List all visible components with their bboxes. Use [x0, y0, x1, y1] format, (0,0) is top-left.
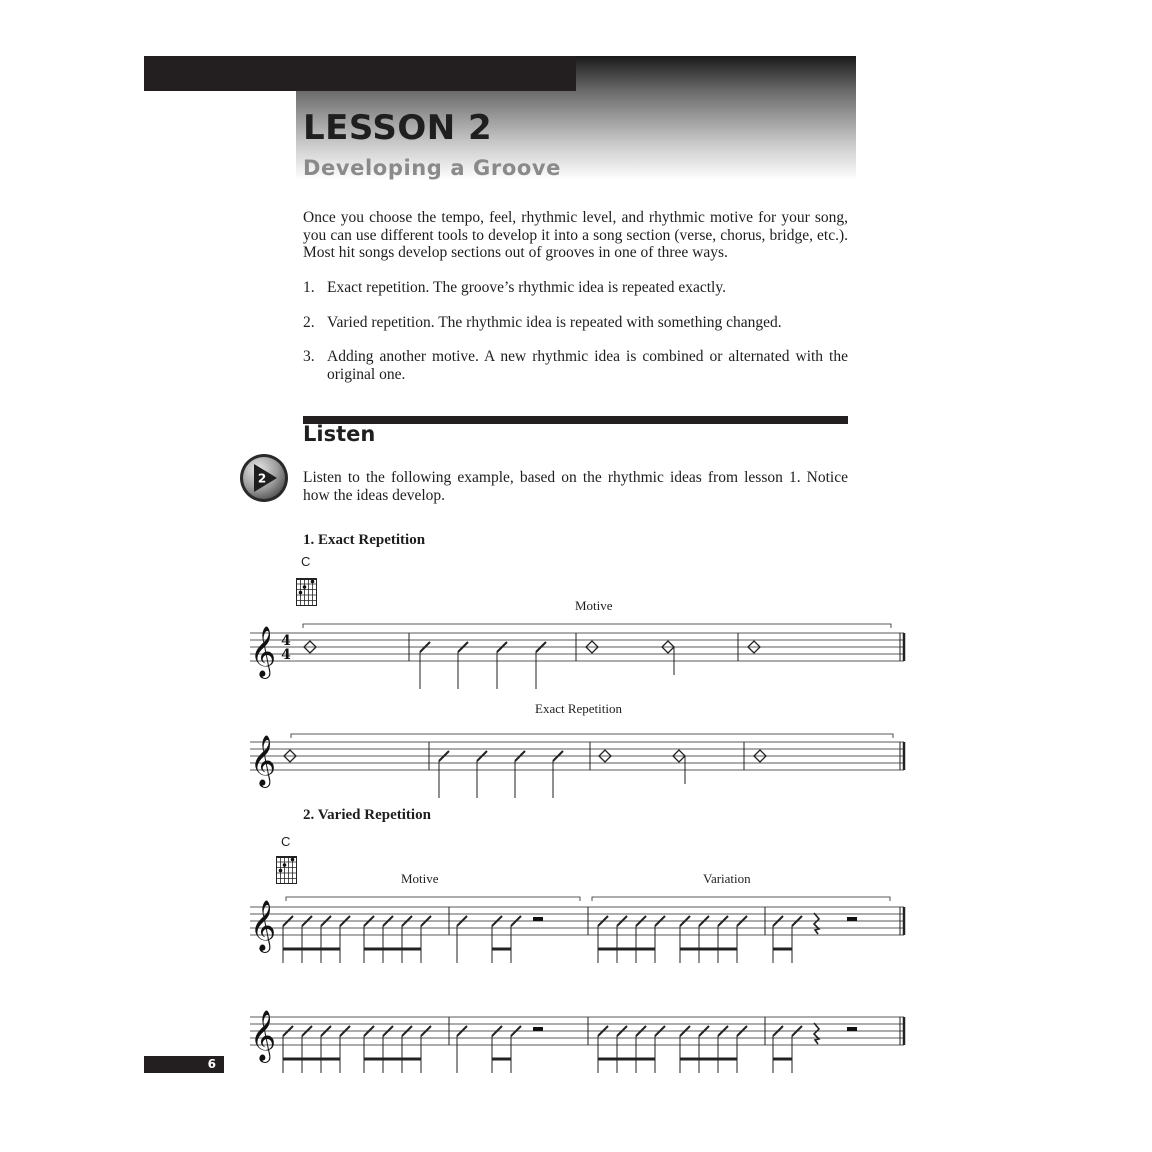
- intro-paragraph: Once you choose the tempo, feel, rhythmic level, and rhythmic motive for your song, you can use different tools to develop it into a song section (verse, chorus, bridge, etc.). Most hit songs develop sections out of grooves in one of three ways.: [303, 209, 848, 261]
- bracket: [303, 624, 891, 628]
- example-heading: 1. Exact Repetition: [303, 532, 426, 548]
- bracket: [592, 897, 890, 901]
- list-text: Varied repetition. The rhythmic idea is repeated with something changed.: [327, 314, 782, 331]
- treble-clef: 𝄞: [250, 900, 277, 951]
- lesson-subtitle: Developing a Groove: [303, 156, 562, 180]
- list-text: Exact repetition. The groove’s rhythmic idea is repeated exactly.: [327, 279, 726, 296]
- treble-clef: 𝄞: [250, 735, 277, 786]
- half-rest: [533, 917, 543, 921]
- list-number: 3.: [303, 348, 315, 365]
- list-number: 2.: [303, 314, 315, 331]
- time-signature-bottom: 4: [281, 647, 291, 663]
- bracket: [286, 897, 580, 901]
- exact-repetition-label: Exact Repetition: [535, 701, 623, 716]
- track-number: 2: [257, 471, 267, 486]
- listen-heading: Listen: [303, 422, 376, 446]
- treble-clef: 𝄞: [250, 626, 277, 677]
- list-text: Adding another motive. A new rhythmic idea is combined or alternated with the original one.: [327, 348, 848, 383]
- half-rest: [847, 917, 857, 921]
- motive-label: Motive: [575, 598, 613, 613]
- chord-name: C: [281, 834, 291, 849]
- time-signature-top: 4: [281, 633, 291, 649]
- chord-name: C: [301, 554, 311, 569]
- bracket: [291, 734, 893, 738]
- motive-label: Motive: [401, 871, 439, 886]
- example-heading: 2. Varied Repetition: [303, 807, 431, 823]
- listen-paragraph: Listen to the following example, based on the rhythmic ideas from lesson 1. Notice how the ideas develop.: [303, 469, 848, 504]
- half-rest: [533, 1027, 543, 1031]
- quarter-rest: [814, 913, 819, 934]
- variation-label: Variation: [703, 871, 751, 886]
- quarter-rest: [814, 1023, 819, 1044]
- list-number: 1.: [303, 279, 315, 296]
- half-rest: [847, 1027, 857, 1031]
- lesson-title: LESSON 2: [303, 108, 493, 148]
- page-number: 6: [207, 1057, 216, 1071]
- treble-clef: 𝄞: [250, 1010, 277, 1061]
